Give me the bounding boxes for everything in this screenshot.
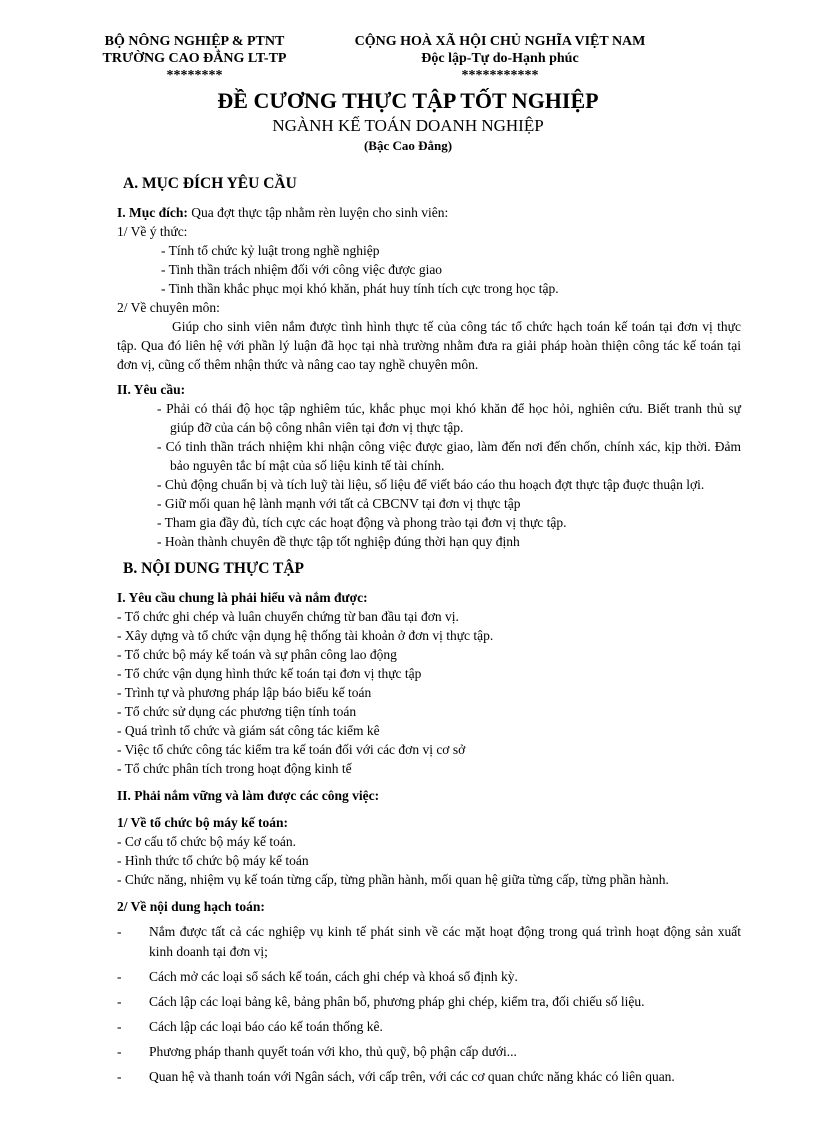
list-item: - Việc tổ chức công tác kiểm tra kế toán đối với các đơn vị cơ sở — [117, 742, 466, 757]
specialty-text: Giúp cho sinh viên nắm được tình hình thực tế của công tác tổ chức hạch toán kế toán tại đơn vị thực tập. Qua đó liên hệ với phần lý luận đã học tại nhà trường nhằm đưa ra giải pháp hoàn thiện công tác kế toán tại đơn vị, cũng cố thêm nhận thức và nâng cao tay nghề chuyên môn. — [117, 319, 741, 372]
general-requirements-list — [117, 607, 741, 778]
national-motto: Độc lập-Tự do-Hạnh phúc — [421, 51, 579, 66]
list-item: - Hình thức tổ chức bộ máy kế toán — [117, 853, 309, 868]
list-item: - Hoàn thành chuyên đề thực tập tốt nghiệp đúng thời hạn quy định — [157, 534, 520, 549]
list-item: - Quá trình tổ chức và giám sát công tác kiểm kê — [117, 723, 380, 738]
requirements-list — [117, 399, 741, 551]
national-motto-header — [330, 33, 670, 84]
school-name: TRƯỜNG CAO ĐẲNG LT-TP — [102, 51, 287, 66]
org-label: 1/ Về tổ chức bộ máy kế toán: — [117, 815, 288, 830]
ministry-header — [92, 33, 297, 84]
list-item: - Tham gia đầy đủ, tích cực các hoạt động và phong trào tại đơn vị thực tập. — [157, 515, 567, 530]
document-subtitle: NGÀNH KẾ TOÁN DOANH NGHIỆP — [272, 116, 544, 135]
list-item: - Nắm được tất cả các nghiệp vụ kinh tế phát sinh về các mặt hoạt động trong quá trình hoạt động sản xuất kinh doanh tại đơn vị; — [117, 924, 741, 959]
list-item: - Phương pháp thanh quyết toán với kho, thủ quỹ, bộ phận cấp dưới... — [117, 1044, 517, 1059]
specialty-label: 2/ Về chuyên môn: — [117, 300, 220, 315]
purpose-text: Qua đợt thực tập nhằm rèn luyện cho sinh viên: — [187, 205, 449, 220]
list-item: - Tổ chức sử dụng các phương tiện tính toán — [117, 704, 357, 719]
list-item: - Cách lập các loại báo cáo kế toán thống kê. — [117, 1019, 383, 1034]
master-work-label: II. Phải nắm vững và làm được các công việc: — [117, 788, 380, 803]
list-item: - Tinh thần trách nhiệm đối với công việc được giao — [161, 262, 443, 277]
purpose-line — [117, 203, 741, 222]
awareness-list — [117, 241, 741, 298]
list-item: - Tổ chức vận dụng hình thức kế toán tại đơn vị thực tập — [117, 666, 422, 681]
accounting-content-list — [117, 922, 741, 1087]
list-item: - Xây dựng và tổ chức vận dụng hệ thống tài khoản ở đơn vị thực tập. — [117, 628, 494, 643]
header-stars-right: *********** — [461, 68, 539, 83]
list-item: - Tổ chức phân tích trong hoạt động kinh tế — [117, 761, 352, 776]
list-item: - Chủ động chuẩn bị và tích luỹ tài liệu, số liệu để viết báo cáo thu hoạch đợt thực tập đuợc thuận lợi. — [157, 477, 705, 492]
general-requirements-label: I. Yêu cầu chung là phải hiểu và nắm được: — [117, 590, 368, 605]
requirements-label: II. Yêu cầu: — [117, 382, 186, 397]
list-item: - Tính tổ chức kỷ luật trong nghề nghiệp — [161, 243, 380, 258]
country-name: CỘNG HOÀ XÃ HỘI CHỦ NGHĨA VIỆT NAM — [354, 34, 646, 49]
list-item: - Giữ mối quan hệ lành mạnh với tất cả CBCNV tại đơn vị thực tập — [157, 496, 521, 511]
org-list — [117, 832, 741, 889]
list-item: - Có tinh thần trách nhiệm khi nhận công việc được giao, làm đến nơi đến chốn, chính xác, kịp thời. Đảm bảo nguyên tắc bí mật của số liệu kinh tế tài chính. — [157, 439, 741, 473]
document-title: ĐỀ CƯƠNG THỰC TẬP TỐT NGHIỆP — [217, 88, 599, 113]
accounting-content-label: 2/ Về nội dung hạch toán: — [117, 899, 265, 914]
awareness-label: 1/ Về ý thức: — [117, 224, 188, 239]
list-item: - Tổ chức ghi chép và luân chuyển chứng từ ban đầu tại đơn vị. — [117, 609, 459, 624]
document-body — [117, 170, 741, 1092]
list-item: - Quan hệ và thanh toán với Ngân sách, với cấp trên, với các cơ quan chức năng khác có liên quan. — [117, 1069, 675, 1084]
list-item: - Phải có thái độ học tập nghiêm túc, khắc phục mọi khó khăn để học hỏi, nghiên cứu. Biết tranh thủ sự giúp đỡ của cán bộ công nhân viên tại đơn vị thực tập. — [157, 401, 741, 435]
list-item: - Cách lập các loại bảng kê, bảng phân bổ, phương pháp ghi chép, kiểm tra, đối chiếu số liệu. — [117, 994, 645, 1009]
section-b-heading: B. NỘI DUNG THỰC TẬP — [123, 560, 304, 577]
list-item: - Trình tự và phương pháp lập báo biểu kế toán — [117, 685, 372, 700]
list-item: - Cách mở các loại sổ sách kế toán, cách ghi chép và khoá sổ định kỳ. — [117, 969, 518, 984]
list-item: - Chức năng, nhiệm vụ kế toán từng cấp, từng phần hành, mối quan hệ giữa từng cấp, từng phần hành. — [117, 872, 669, 887]
list-item: - Tinh thần khắc phục mọi khó khăn, phát huy tính tích cực trong học tập. — [161, 281, 559, 296]
list-item: - Cơ cấu tổ chức bộ máy kế toán. — [117, 834, 297, 849]
purpose-label: I. Mục đích: — [117, 205, 188, 220]
education-level: (Bậc Cao Đẳng) — [363, 138, 453, 153]
section-a-heading: A. MỤC ĐÍCH YÊU CẦU — [123, 175, 297, 192]
list-item: - Tổ chức bộ máy kế toán và sự phân công lao động — [117, 647, 397, 662]
header-stars-left: ******** — [166, 68, 223, 83]
ministry-name: BỘ NÔNG NGHIỆP & PTNT — [104, 34, 285, 49]
